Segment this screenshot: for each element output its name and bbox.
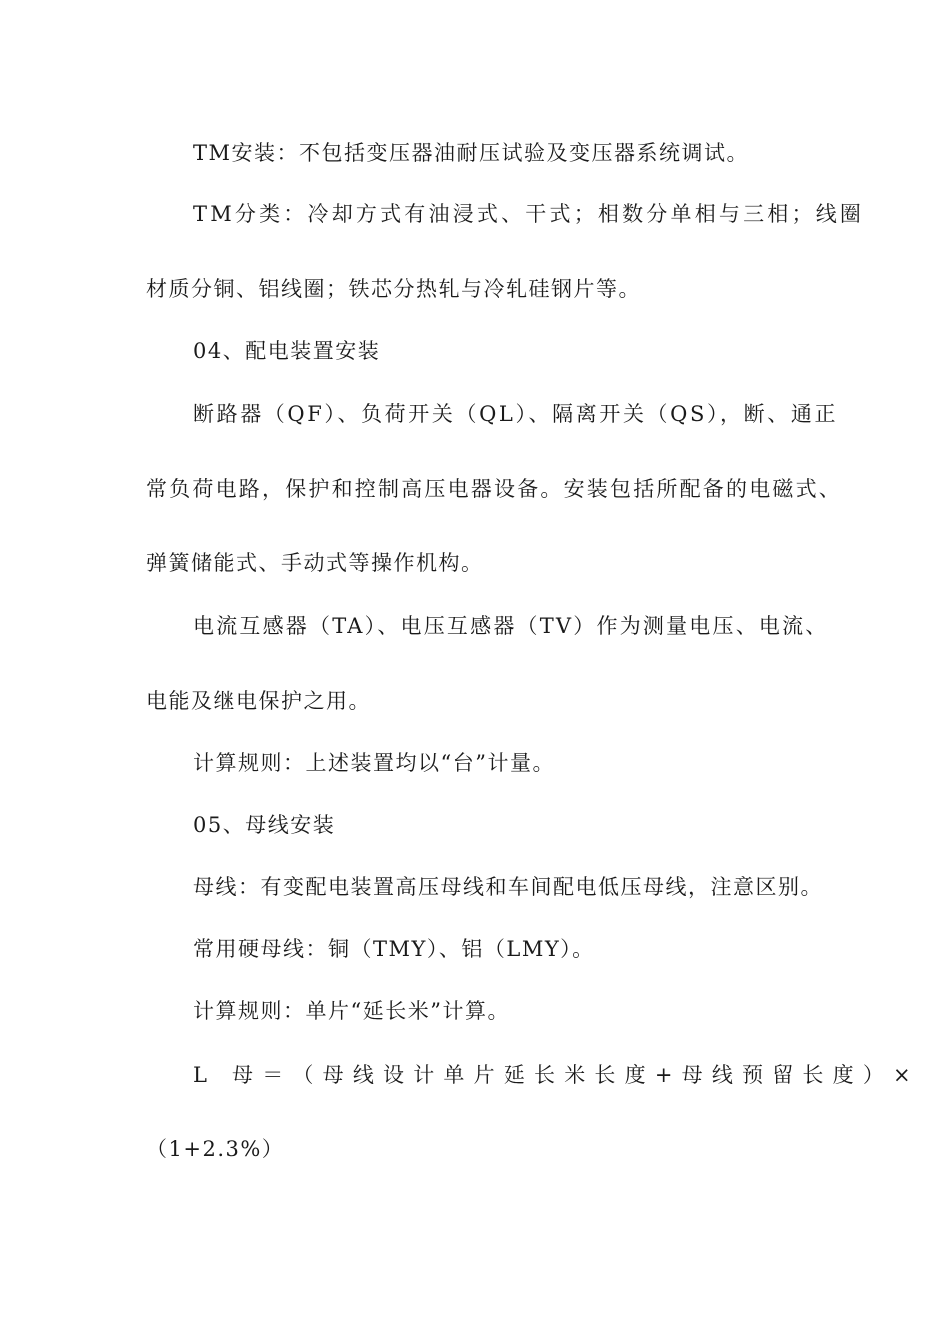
paragraph-transformers-cont: 电能及继电保护之用。 [146, 689, 371, 713]
paragraph-calc-rule-1: 计算规则：上述装置均以“台”计量。 [193, 751, 555, 775]
paragraph-transformers: 电流互感器（TA）、电压互感器（TV）作为测量电压、电流、 [193, 614, 829, 638]
section-heading-05: 05、母线安装 [193, 813, 336, 837]
formula-line-cont: （1+2.3%） [146, 1137, 285, 1161]
paragraph-breakers-cont-2: 弹簧储能式、手动式等操作机构。 [146, 551, 484, 575]
formula-line: L 母＝（母线设计单片延长米长度+母线预留长度）× [193, 1063, 920, 1087]
paragraph-tm-install: TM安装：不包括变压器油耐压试验及变压器系统调试。 [193, 141, 750, 165]
paragraph-breakers-cont-1: 常负荷电路，保护和控制高压电器设备。安装包括所配备的电磁式、 [146, 477, 842, 501]
paragraph-busbar: 母线：有变配电装置高压母线和车间配电低压母线，注意区别。 [193, 875, 823, 899]
section-heading-04: 04、配电装置安装 [193, 339, 381, 363]
paragraph-calc-rule-2: 计算规则：单片“延长米”计算。 [193, 999, 510, 1023]
paragraph-breakers: 断路器（QF）、负荷开关（QL）、隔离开关（QS），断、通正 [193, 402, 839, 426]
paragraph-tm-classification-cont: 材质分铜、铝线圈；铁芯分热轧与冷轧硅钢片等。 [146, 277, 641, 301]
paragraph-tm-classification: TM分类：冷却方式有油浸式、干式；相数分单相与三相；线圈 [193, 202, 865, 226]
paragraph-hard-busbar: 常用硬母线：铜（TMY）、铝（LMY）。 [193, 937, 595, 961]
